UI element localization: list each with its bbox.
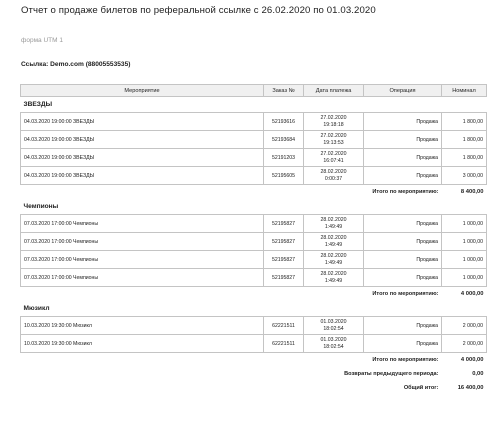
event-cell: 07.03.2020 17:00:00 Чемпионы (21, 269, 264, 287)
amount-cell: 2 000,00 (442, 335, 487, 353)
table-row (21, 149, 487, 167)
refunds-label: Возвраты предыдущего периода: (344, 371, 439, 377)
table-row (21, 251, 487, 269)
payment-date: 28.02.2020 (320, 169, 347, 175)
table-row (21, 269, 487, 287)
order-number-cell: 62221511 (264, 335, 304, 353)
payment-date-cell (304, 167, 364, 185)
table-row (21, 167, 487, 185)
amount-cell: 1 000,00 (442, 215, 487, 233)
payment-time: 19:18:18 (323, 121, 344, 128)
referral-link-label: Ссылка: Demo.com (88005553535) (21, 61, 131, 68)
group-name: Мюзикл (23, 305, 50, 312)
event-cell: 04.03.2020 19:00:00 ЗВЕЗДЫ (21, 131, 264, 149)
order-number-cell: 52195827 (264, 251, 304, 269)
column-header-payment-date: Дата платежа (304, 85, 364, 97)
payment-date-cell (304, 251, 364, 269)
payment-date: 27.02.2020 (320, 151, 347, 157)
amount-cell: 1 000,00 (442, 233, 487, 251)
table-row (21, 233, 487, 251)
order-number-cell: 52193684 (264, 131, 304, 149)
payment-date: 27.02.2020 (320, 133, 347, 139)
table-row (21, 113, 487, 131)
payment-time: 1:49:49 (324, 241, 343, 248)
order-number-cell: 52191203 (264, 149, 304, 167)
group-total-label: Итого по мероприятию: (372, 189, 439, 195)
group-header-row (21, 199, 487, 215)
event-cell: 04.03.2020 19:00:00 ЗВЕЗДЫ (21, 113, 264, 131)
column-header-operation: Операция (364, 85, 442, 97)
amount-cell: 1 000,00 (442, 251, 487, 269)
group-name: Чемпионы (23, 203, 59, 210)
payment-time: 0:00:37 (324, 175, 343, 182)
order-number-cell: 52193616 (264, 113, 304, 131)
payment-date-cell (304, 233, 364, 251)
event-cell: 10.03.2020 19:30:00 Мюзикл (21, 335, 264, 353)
amount-cell: 1 800,00 (442, 113, 487, 131)
table-header (21, 85, 487, 97)
order-number-cell: 52195827 (264, 233, 304, 251)
event-cell: 07.03.2020 17:00:00 Чемпионы (21, 215, 264, 233)
payment-date-cell (304, 215, 364, 233)
event-cell: 07.03.2020 17:00:00 Чемпионы (21, 233, 264, 251)
grand-total-row (21, 381, 487, 395)
amount-cell: 1 800,00 (442, 149, 487, 167)
payment-time: 1:49:49 (324, 259, 343, 266)
group-total-row (21, 287, 487, 302)
table-body (21, 97, 487, 396)
amount-cell: 1 000,00 (442, 269, 487, 287)
payment-date: 28.02.2020 (320, 253, 347, 259)
operation-cell: Продажа (364, 113, 442, 131)
payment-time: 18:02:54 (323, 325, 344, 332)
column-header-order: Заказ № (264, 85, 304, 97)
operation-cell: Продажа (364, 131, 442, 149)
group-total-value: 4 000,00 (460, 357, 484, 363)
amount-cell: 2 000,00 (442, 317, 487, 335)
payment-date: 28.02.2020 (320, 217, 347, 223)
refunds-value: 0,00 (472, 371, 484, 377)
order-number-cell: 52195827 (264, 215, 304, 233)
table-row (21, 317, 487, 335)
event-cell: 04.03.2020 19:00:00 ЗВЕЗДЫ (21, 167, 264, 185)
payment-date-cell (304, 113, 364, 131)
group-total-row (21, 353, 487, 368)
table-row (21, 335, 487, 353)
grand-total-value: 16 400,00 (457, 385, 484, 391)
column-header-event: Мероприятие (21, 85, 264, 97)
amount-cell: 1 800,00 (442, 131, 487, 149)
group-name: ЗВЕЗДЫ (23, 101, 53, 108)
payment-date-cell (304, 269, 364, 287)
group-header-row (21, 97, 487, 113)
table-row (21, 131, 487, 149)
order-number-cell: 62221511 (264, 317, 304, 335)
operation-cell: Продажа (364, 233, 442, 251)
operation-cell: Продажа (364, 269, 442, 287)
payment-date-cell (304, 131, 364, 149)
grand-total-label: Общий итог: (403, 385, 439, 391)
group-total-label: Итого по мероприятию: (372, 291, 439, 297)
report-title: Отчет о продаже билетов по реферальной ссылке с 26.02.2020 по 01.03.2020 (21, 5, 376, 16)
payment-date-cell (304, 317, 364, 335)
payment-date: 28.02.2020 (320, 235, 347, 241)
table-row (21, 215, 487, 233)
payment-date-cell (304, 335, 364, 353)
amount-cell: 3 000,00 (442, 167, 487, 185)
operation-cell: Продажа (364, 317, 442, 335)
operation-cell: Продажа (364, 167, 442, 185)
form-label: форма UTM 1 (21, 37, 63, 44)
group-total-row (21, 185, 487, 200)
payment-time: 18:02:54 (323, 343, 344, 350)
operation-cell: Продажа (364, 335, 442, 353)
operation-cell: Продажа (364, 251, 442, 269)
order-number-cell: 52195605 (264, 167, 304, 185)
group-total-value: 8 400,00 (460, 189, 484, 195)
operation-cell: Продажа (364, 149, 442, 167)
event-cell: 04.03.2020 19:00:00 ЗВЕЗДЫ (21, 149, 264, 167)
column-header-amount: Номинал (442, 85, 487, 97)
order-number-cell: 52195827 (264, 269, 304, 287)
refunds-row (21, 367, 487, 381)
payment-date: 01.03.2020 (320, 337, 347, 343)
payment-date: 27.02.2020 (320, 115, 347, 121)
payment-time: 16:07:41 (323, 157, 344, 164)
payment-time: 19:13:53 (323, 139, 344, 146)
group-total-label: Итого по мероприятию: (372, 357, 439, 363)
payment-time: 1:49:49 (324, 277, 343, 284)
payment-date: 01.03.2020 (320, 319, 347, 325)
report-table (20, 84, 487, 395)
operation-cell: Продажа (364, 215, 442, 233)
payment-date-cell (304, 149, 364, 167)
group-total-value: 4 000,00 (460, 291, 484, 297)
group-header-row (21, 301, 487, 317)
event-cell: 10.03.2020 19:30:00 Мюзикл (21, 317, 264, 335)
payment-time: 1:49:49 (324, 223, 343, 230)
payment-date: 28.02.2020 (320, 271, 347, 277)
event-cell: 07.03.2020 17:00:00 Чемпионы (21, 251, 264, 269)
